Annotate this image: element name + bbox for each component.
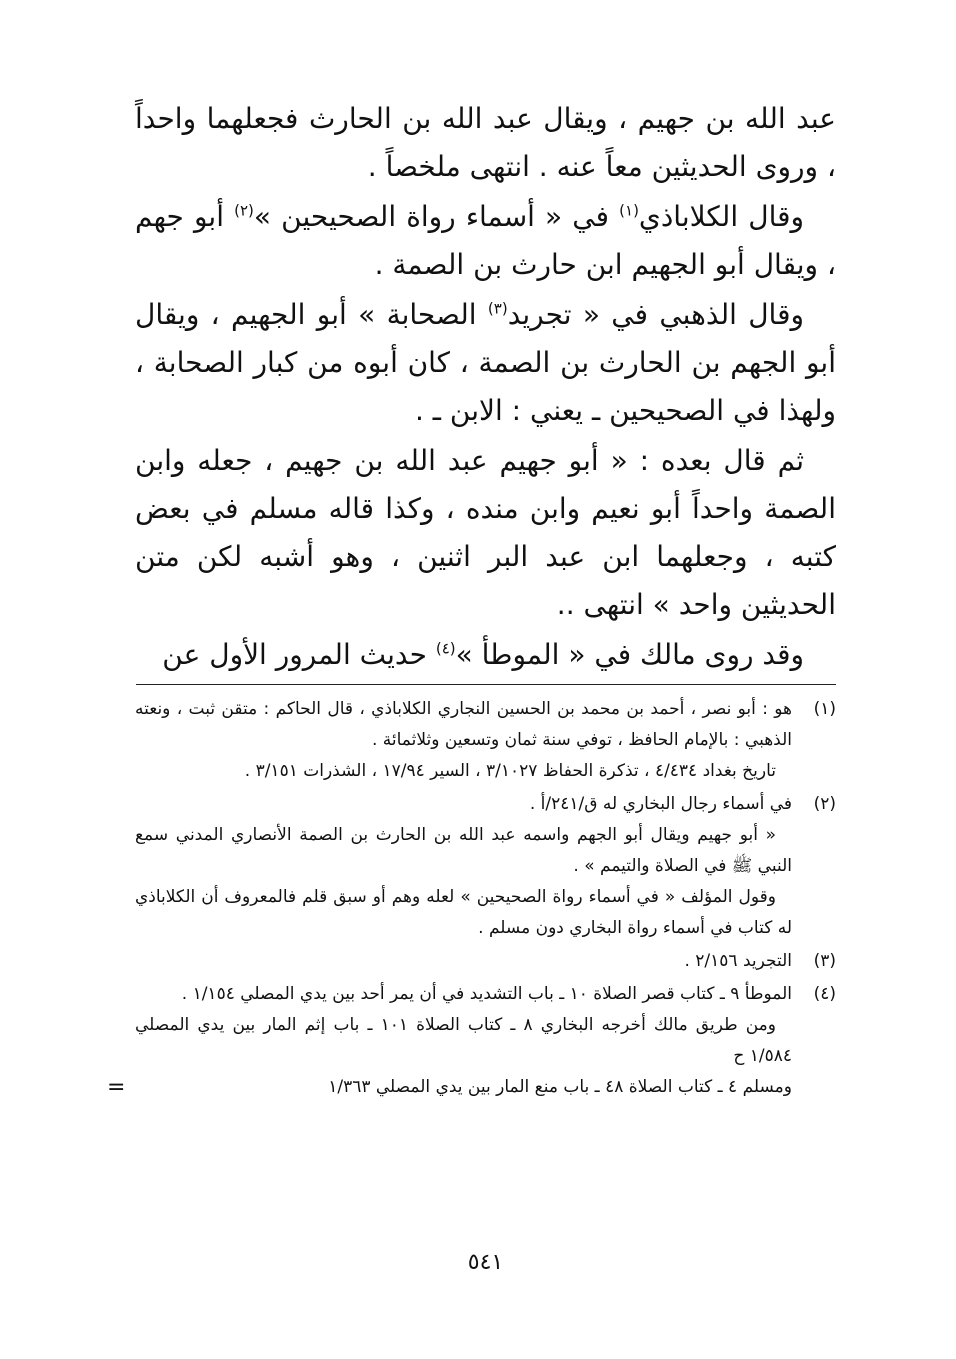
paragraph-2-part-a: وقال الكلاباذي	[638, 200, 805, 233]
footnote-line: وقول المؤلف « في أسماء رواة الصحيحين » لعله وهم أو سبق قلم فالمعروف أن الكلاباذي له كتاب في أسماء رواة البخاري دون مسلم .	[135, 887, 792, 938]
footnote-line: في أسماء رجال البخاري له ق/٢٤١/أ .	[529, 794, 792, 814]
paragraph-5-part-b: حديث المرور الأول عن	[162, 638, 436, 671]
footnote-1	[135, 694, 836, 787]
footnote-line: ومن طريق مالك أخرجه البخاري ٨ ـ كتاب الصلاة ١٠١ ـ باب إثم المار بين يدي المصلي ١/٥٨٤ ح	[135, 1015, 792, 1066]
book-page	[107, 0, 836, 1359]
footnote-line: الموطأ ٩ ـ كتاب قصر الصلاة ١٠ ـ باب التشديد في أن يمر أحد بين يدي المصلي ١/١٥٤ .	[181, 984, 792, 1004]
paragraph-5-part-a: وقد روى مالك في « الموطأ »	[455, 638, 804, 671]
paragraph-5	[135, 631, 836, 679]
footnote-ref-4[interactable]: (٤)	[435, 639, 456, 658]
footnote-number: (٣)	[813, 951, 836, 971]
footnote-3	[135, 946, 836, 977]
footnote-last-line	[107, 1072, 792, 1103]
footnote-4	[107, 979, 836, 1103]
footnote-ref-2[interactable]: (٢)	[234, 201, 254, 220]
footnote-line: تاريخ بغداد ٤/٤٣٤ ، تذكرة الحفاظ ٣/١٠٢٧ ، السير ١٧/٩٤ ، الشذرات ٣/١٥١ .	[244, 761, 776, 781]
footnote-line: التجريد ٢/١٥٦ .	[684, 951, 792, 971]
paragraph-2-part-c: أبو جهم ، ويقال أبو الجهيم ابن حارث بن الصمة .	[135, 200, 836, 281]
footnote-body	[107, 979, 792, 1103]
paragraph-2-part-b: في « أسماء رواة الصحيحين »	[253, 200, 620, 233]
page-number: ٥٤١	[467, 1250, 504, 1275]
paragraph-1: عبد الله بن جهيم ، ويقال عبد الله بن الحارث فجعلهما واحداً ، وروى الحديثين معاً عنه . انتهى ملخصاً .	[135, 102, 836, 183]
footnote-body	[135, 694, 792, 787]
footnote-body	[135, 946, 792, 977]
footnote-number: (١)	[813, 699, 836, 719]
footnotes	[107, 694, 836, 1105]
paragraph-3-part-b: الصحابة » أبو الجهيم ، ويقال أبو الجهم بن الحارث بن الصمة ، كان أبوه من كبار الصحابة ، ولهذا في الصحيحين ـ يعني : الابن ـ .	[135, 298, 836, 427]
footnote-body	[135, 789, 792, 944]
paragraph-2	[135, 193, 836, 289]
paragraph-4: ثم قال بعده : « أبو جهيم عبد الله بن جهيم ، جعله وابن الصمة واحداً أبو نعيم وابن منده ، وكذا قاله مسلم في بعض كتبه ، وجعلهما ابن عبد البر اثنين ، وهو أشبه لكن متن الحديثين واحد » انتهى ..	[135, 444, 836, 621]
footnote-number: (٤)	[813, 984, 836, 1004]
footnote-ref-3[interactable]: (٣)	[487, 299, 508, 318]
footnote-line: هو : أبو نصر ، أحمد بن محمد بن الحسين النجاري الكلاباذي ، قال الحاكم : متقن ثبت ، ونعته الذهبي : بالإمام الحافظ ، توفي سنة ثمان وتسعين وثلاثمائة .	[135, 699, 792, 750]
paragraph-3	[135, 291, 836, 435]
footnote-line: ومسلم ٤ ـ كتاب الصلاة ٤٨ ـ باب منع المار بين يدي المصلي ١/٣٦٣	[328, 1077, 792, 1097]
footnote-line: « أبو جهيم ويقال أبو الجهم واسمه عبد الله بن الحارث بن الصمة الأنصاري المدني سمع النبي ﷺ في الصلاة والتيمم » .	[135, 825, 792, 876]
footnote-ref-1[interactable]: (١)	[619, 201, 639, 220]
paragraph-3-part-a: وقال الذهبي في « تجريد	[507, 298, 804, 331]
footnote-number: (٢)	[813, 794, 836, 814]
main-text	[135, 95, 836, 681]
footnote-2	[135, 789, 836, 944]
continuation-mark: =	[107, 1075, 126, 1100]
footnote-separator	[136, 684, 836, 685]
